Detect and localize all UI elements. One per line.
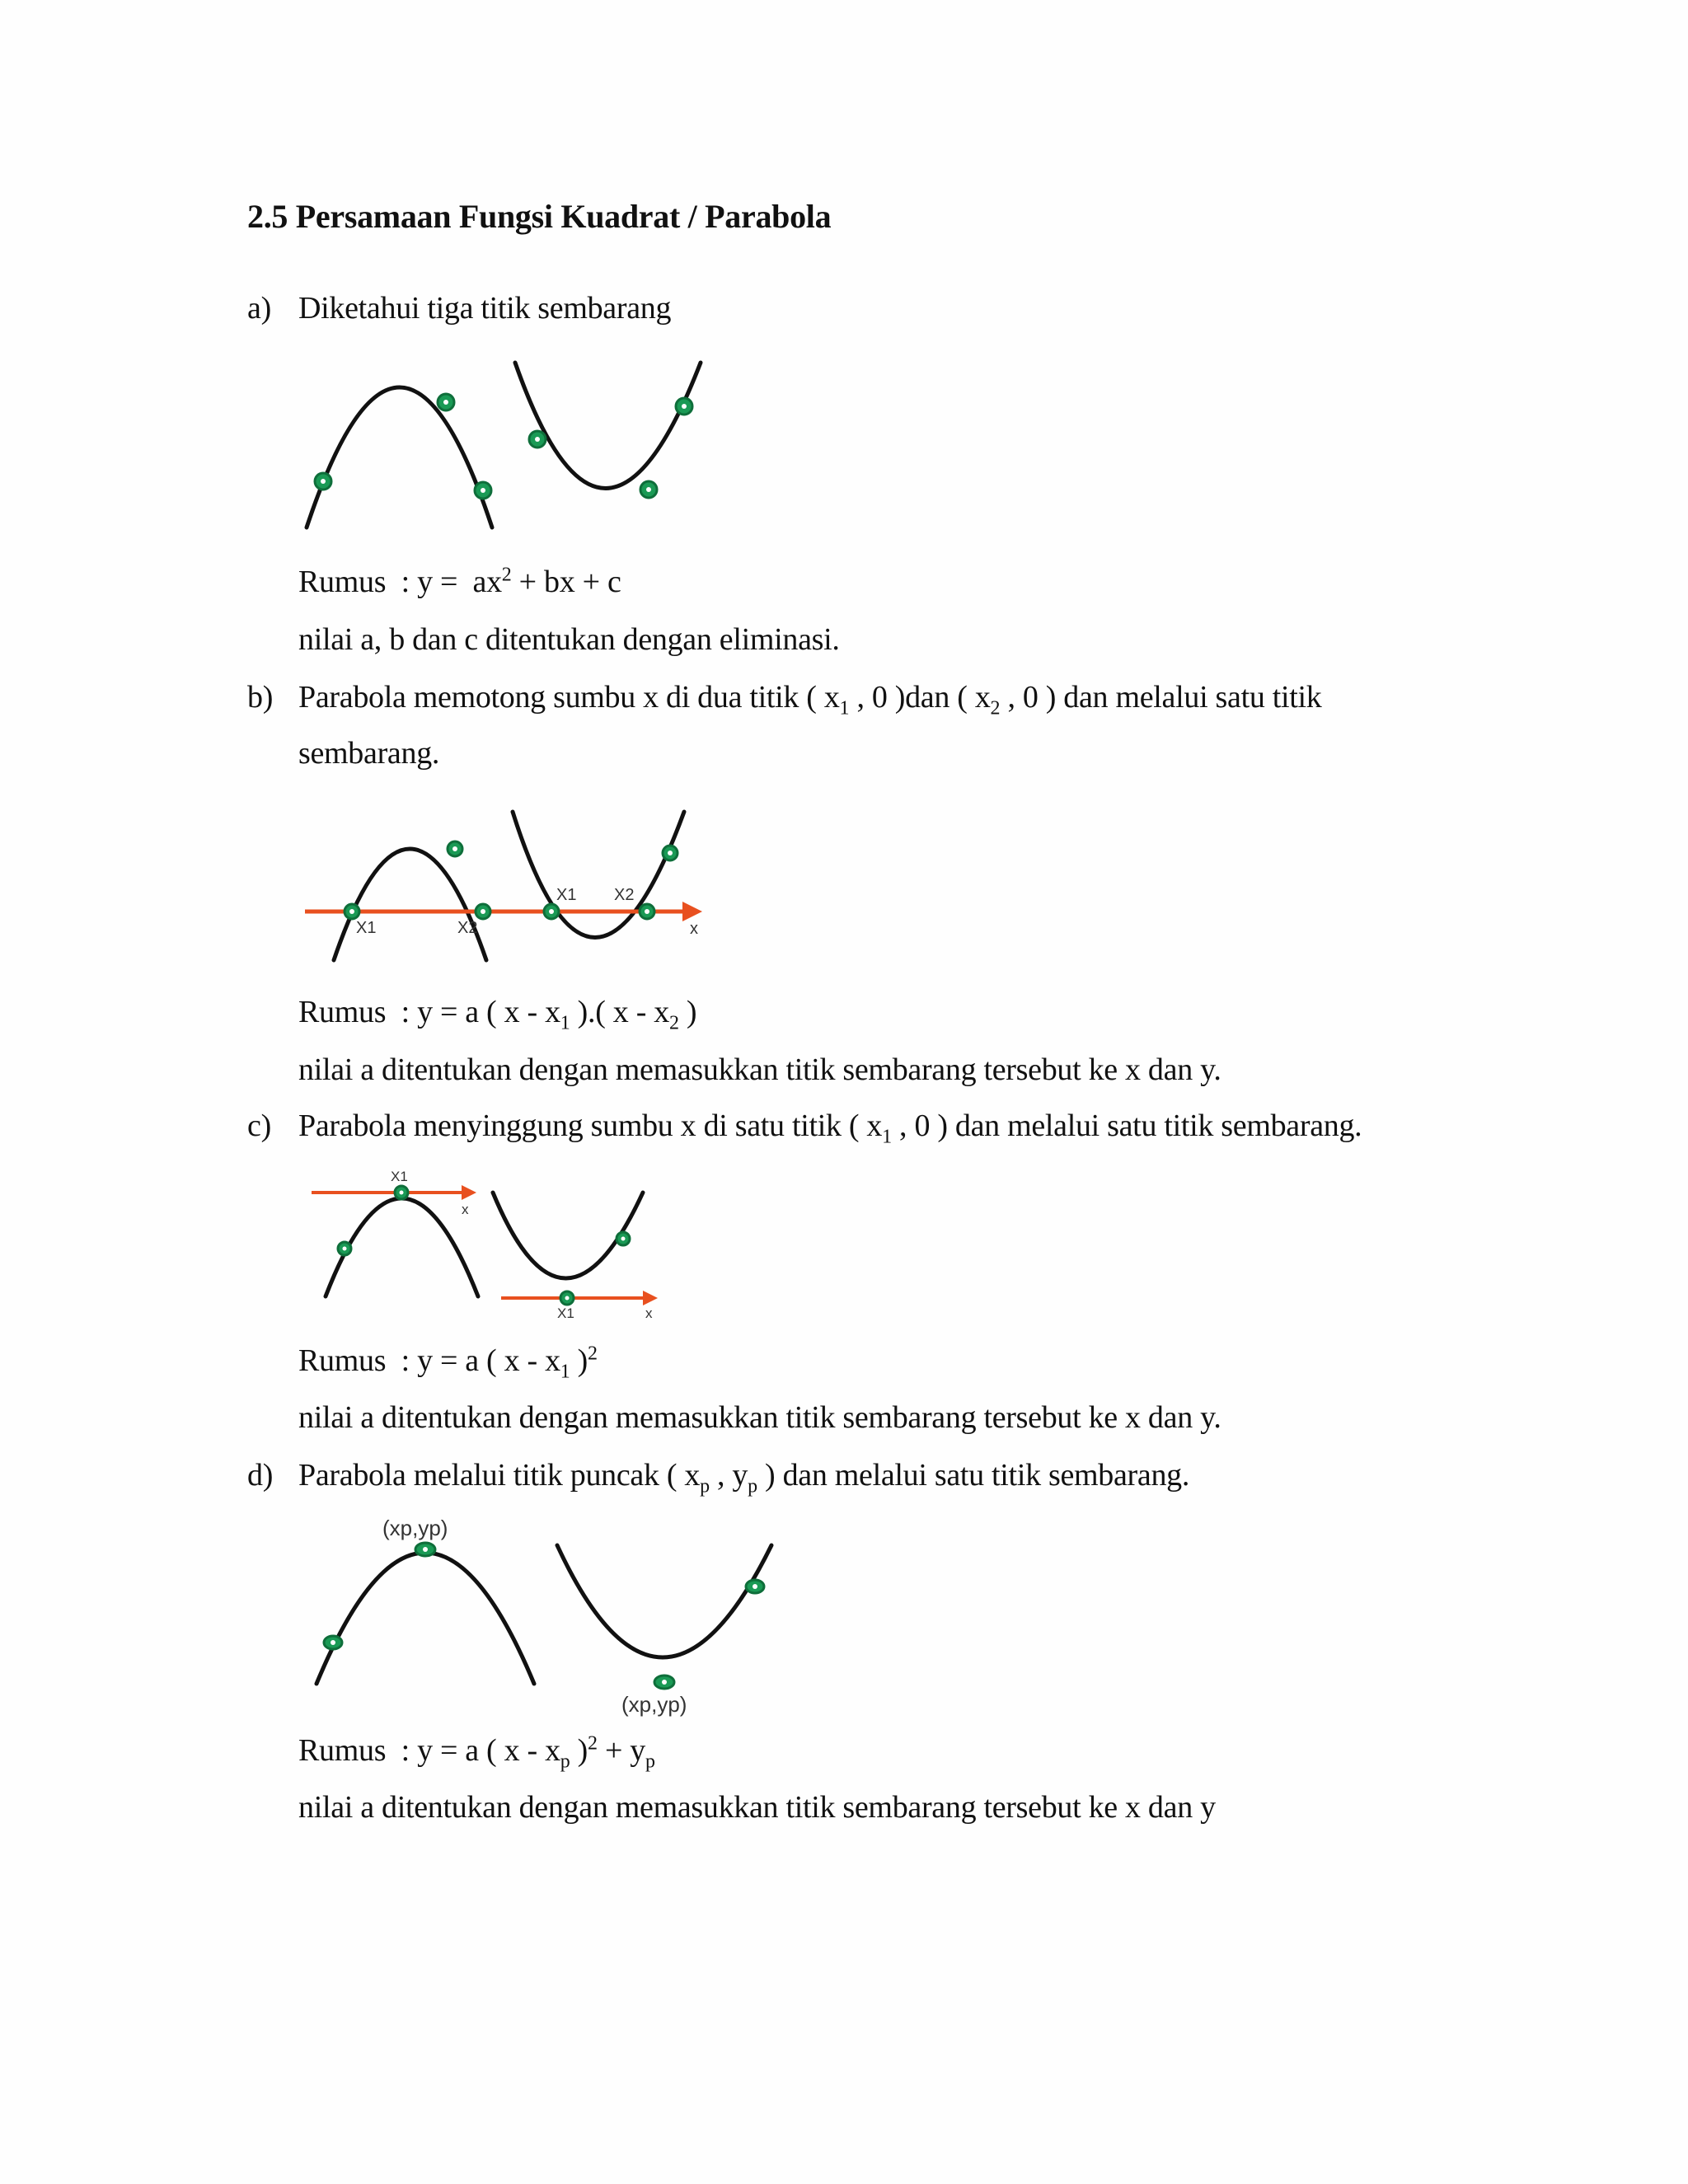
item-b-text: Parabola memotong sumbu x di dua titik ( $x_1$ , 0 )dan ( $x_2$ , 0 ) dan melalui satu titik [298,680,1322,719]
label-x2: X2 [457,919,478,937]
formula-label: Rumus [298,1343,387,1378]
label-x1: X1 [391,1169,408,1184]
label-axis-x: x [645,1305,653,1321]
x-axis-arrowhead [462,1185,476,1200]
item-b-formula: Rumus : y = a ( x - $x_1$ ).( x - $x_2$ ) [298,995,697,1034]
formula-label: Rumus [298,995,387,1029]
item-a-note: nilai a, b dan c ditentukan dengan eliminasi. [298,622,840,657]
x-axis-arrowhead [643,1291,658,1305]
figure-d-vertex [305,1512,783,1718]
formula-label: Rumus [298,1733,387,1768]
parabola-up-curve [513,812,684,938]
item-c-formula: Rumus : y = a ( x - $x_1$ )$^2$ [298,1343,598,1383]
item-d-formula: Rumus : y = a ( x - $x_p$ )$^2 + y_p$ [298,1732,655,1773]
label-axis-x: x [690,920,698,938]
label-vertex: (xp,yp) [382,1516,448,1540]
figure-a-three-points [297,350,717,540]
formula-label: Rumus [298,565,387,599]
section-title: 2.5 Persamaan Fungsi Kuadrat / Parabola [247,198,832,235]
label-x1: X1 [356,919,377,937]
parabola-down-curve [307,387,492,527]
x-axis-arrowhead [682,902,702,921]
label-vertex: (xp,yp) [621,1692,687,1717]
item-a-formula: Rumus : $y = ax^2$ + bx + c [298,564,621,599]
item-c-text: Parabola menyinggung sumbu x di satu titik ( $x_1$ , 0 ) dan melalui satu titik sembarang. [298,1108,1362,1148]
item-a-marker: a) [247,291,271,326]
item-a-text: Diketahui tiga titik sembarang [298,291,672,326]
item-b-note: nilai a ditentukan dengan memasukkan titik sembarang tersebut ke x dan y. [298,1052,1221,1087]
item-d-text: Parabola melalui titik puncak ( $x_p$ , $y_p$ ) dan melalui satu titik sembarang. [298,1458,1190,1497]
figure-c-tangent [305,1166,668,1323]
parabola-down-curve [316,1553,534,1684]
label-x1: X1 [556,886,577,904]
label-axis-x: x [462,1202,469,1217]
item-b-text-cont: sembarang. [298,736,440,771]
item-c-marker: c) [247,1108,271,1143]
label-x1: X1 [557,1305,574,1321]
figure-b-two-roots [297,799,717,964]
item-c-note: nilai a ditentukan dengan memasukkan titik sembarang tersebut ke x dan y. [298,1400,1221,1435]
item-d-note: nilai a ditentukan dengan memasukkan titik sembarang tersebut ke x dan y [298,1790,1216,1825]
parabola-up-curve [515,363,701,489]
label-x2: X2 [614,886,635,904]
item-b-marker: b) [247,680,274,715]
parabola-up-curve [557,1545,771,1657]
item-d-marker: d) [247,1458,274,1493]
